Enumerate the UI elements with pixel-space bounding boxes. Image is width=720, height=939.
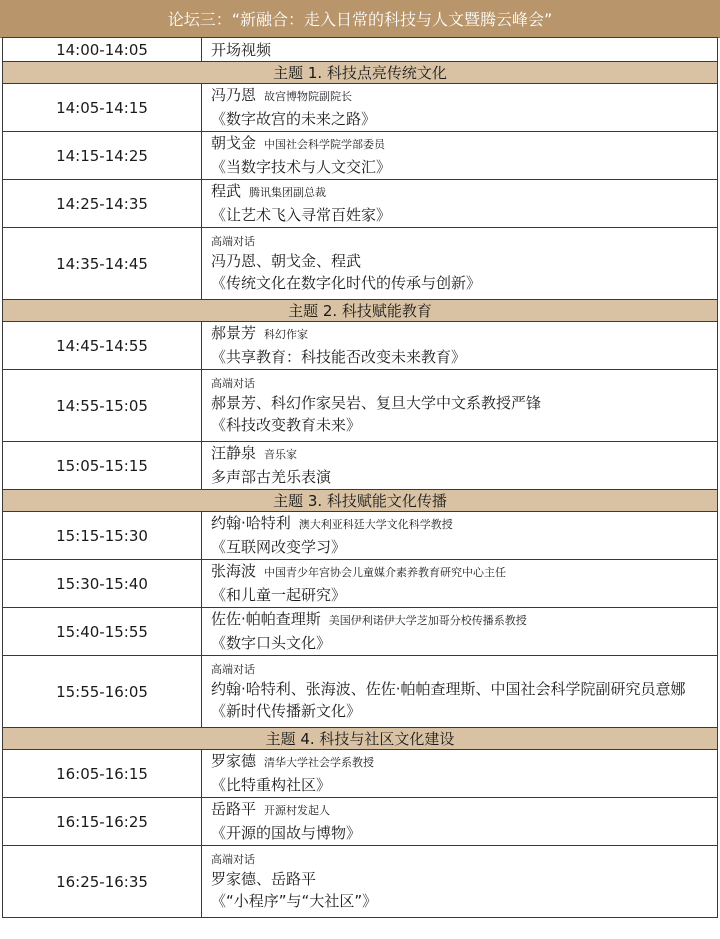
theme-header-row bbox=[3, 490, 718, 512]
talk-title: 《新时代传播新文化》 bbox=[211, 701, 362, 720]
speaker-line bbox=[211, 750, 717, 774]
schedule-body bbox=[3, 38, 718, 918]
schedule-table bbox=[2, 37, 718, 918]
talk-title: 《开源的国故与博物》 bbox=[211, 824, 362, 842]
session-lines bbox=[211, 442, 717, 489]
time-slot: 14:55-15:05 bbox=[3, 370, 202, 442]
session-detail bbox=[202, 370, 718, 442]
time-slot: 15:15-15:30 bbox=[3, 512, 202, 560]
speaker-line bbox=[211, 512, 717, 536]
talk-title: 《共享教育：科技能否改变未来教育》 bbox=[211, 348, 467, 366]
schedule-row bbox=[3, 132, 718, 180]
session-lines bbox=[211, 322, 717, 369]
time-slot: 14:35-14:45 bbox=[3, 228, 202, 300]
session-lines bbox=[211, 608, 717, 655]
speaker-role: 科幻作家 bbox=[264, 328, 309, 341]
talk-title: 《让艺术飞入寻常百姓家》 bbox=[211, 206, 392, 224]
speaker-name: 程武 bbox=[211, 182, 242, 200]
time-slot: 15:30-15:40 bbox=[3, 560, 202, 608]
session-detail bbox=[202, 180, 718, 228]
speaker-name: 开场视频 bbox=[211, 40, 272, 59]
speaker-name: 冯乃恩 bbox=[211, 86, 257, 104]
speaker-name: 朝戈金 bbox=[211, 134, 257, 152]
speaker-line bbox=[211, 798, 717, 822]
session-lines bbox=[211, 512, 717, 559]
speaker-role: 澳大利亚科廷大学文化科学教授 bbox=[298, 518, 453, 531]
time-slot: 15:55-16:05 bbox=[3, 656, 202, 728]
speaker-name: 约翰·哈特利 bbox=[211, 514, 291, 532]
speaker-role: 故宫博物院副院长 bbox=[264, 90, 353, 103]
schedule-row bbox=[3, 442, 718, 490]
schedule-row bbox=[3, 228, 718, 300]
session-lines bbox=[211, 560, 717, 607]
talk-title: 《当数字技术与人文交汇》 bbox=[211, 158, 392, 176]
speaker-line bbox=[211, 608, 717, 632]
speaker-line bbox=[211, 442, 717, 466]
speaker-line bbox=[211, 392, 717, 414]
talk-title: 《和儿童一起研究》 bbox=[211, 586, 347, 604]
speaker-name: 郝景芳、科幻作家吴岩、复旦大学中文系教授严锋 bbox=[211, 393, 542, 412]
schedule-row bbox=[3, 370, 718, 442]
speaker-name: 罗家德 bbox=[211, 752, 257, 770]
session-lines bbox=[211, 375, 717, 437]
schedule-row bbox=[3, 846, 718, 918]
speaker-role: 美国伊利诺伊大学芝加哥分校传播系教授 bbox=[328, 614, 527, 627]
time-slot: 15:40-15:55 bbox=[3, 608, 202, 656]
speaker-line bbox=[211, 678, 717, 700]
talk-title: 《数字口头文化》 bbox=[211, 634, 332, 652]
schedule-row bbox=[3, 84, 718, 132]
session-detail bbox=[202, 798, 718, 846]
session-lines bbox=[211, 84, 717, 131]
schedule-row bbox=[3, 512, 718, 560]
speaker-name: 约翰·哈特利、张海波、佐佐·帕帕查理斯、中国社会科学院副研究员意娜 bbox=[211, 679, 686, 698]
session-detail bbox=[202, 608, 718, 656]
time-slot: 14:25-14:35 bbox=[3, 180, 202, 228]
speaker-name: 佐佐·帕帕查理斯 bbox=[211, 610, 321, 628]
session-detail bbox=[202, 846, 718, 918]
schedule-row bbox=[3, 180, 718, 228]
speaker-line bbox=[211, 180, 717, 204]
theme-header-row bbox=[3, 728, 718, 750]
schedule-row bbox=[3, 656, 718, 728]
session-detail bbox=[202, 84, 718, 132]
speaker-name: 罗家德、岳路平 bbox=[211, 869, 317, 888]
speaker-name: 张海波 bbox=[211, 562, 257, 580]
time-slot: 14:05-14:15 bbox=[3, 84, 202, 132]
talk-title: 《传统文化在数字化时代的传承与创新》 bbox=[211, 273, 482, 292]
time-slot: 14:45-14:55 bbox=[3, 322, 202, 370]
theme-label: 主题 3. 科技赋能文化传播 bbox=[3, 490, 718, 512]
session-detail bbox=[202, 322, 718, 370]
speaker-line bbox=[211, 250, 717, 272]
theme-label: 主题 1. 科技点亮传统文化 bbox=[3, 62, 718, 84]
session-detail bbox=[202, 132, 718, 180]
speaker-name: 汪静泉 bbox=[211, 444, 257, 462]
speaker-role: 中国社会科学院学部委员 bbox=[264, 138, 386, 151]
time-slot: 14:15-14:25 bbox=[3, 132, 202, 180]
session-detail bbox=[202, 38, 718, 62]
session-lines bbox=[211, 180, 717, 227]
speaker-role: 腾讯集团副总裁 bbox=[249, 186, 327, 199]
talk-title: 多声部古羌乐表演 bbox=[211, 468, 332, 486]
speaker-name: 冯乃恩、朝戈金、程武 bbox=[211, 251, 362, 270]
schedule-row bbox=[3, 38, 718, 62]
session-detail bbox=[202, 750, 718, 798]
time-slot: 16:25-16:35 bbox=[3, 846, 202, 918]
dialogue-tag: 高端对话 bbox=[211, 376, 255, 390]
schedule-row bbox=[3, 750, 718, 798]
speaker-name: 岳路平 bbox=[211, 800, 257, 818]
speaker-line bbox=[211, 132, 717, 156]
speaker-role: 中国青少年宫协会儿童媒介素养教育研究中心主任 bbox=[264, 566, 507, 579]
speaker-role: 清华大学社会学系教授 bbox=[264, 756, 375, 769]
speaker-line bbox=[211, 868, 717, 890]
session-detail bbox=[202, 228, 718, 300]
schedule-row bbox=[3, 322, 718, 370]
time-slot: 15:05-15:15 bbox=[3, 442, 202, 490]
theme-label: 主题 2. 科技赋能教育 bbox=[3, 300, 718, 322]
schedule-row bbox=[3, 798, 718, 846]
talk-title: 《科技改变教育未来》 bbox=[211, 415, 362, 434]
time-slot: 16:15-16:25 bbox=[3, 798, 202, 846]
session-lines bbox=[211, 132, 717, 179]
session-lines bbox=[211, 661, 717, 723]
speaker-role: 音乐家 bbox=[264, 448, 298, 461]
session-lines bbox=[211, 39, 717, 61]
talk-title: 《“小程序”与“大社区”》 bbox=[211, 891, 378, 910]
dialogue-tag: 高端对话 bbox=[211, 234, 255, 248]
theme-header-row bbox=[3, 300, 718, 322]
schedule-row bbox=[3, 560, 718, 608]
speaker-name: 郝景芳 bbox=[211, 324, 257, 342]
session-detail bbox=[202, 442, 718, 490]
session-lines bbox=[211, 233, 717, 295]
session-detail bbox=[202, 512, 718, 560]
talk-title: 《比特重构社区》 bbox=[211, 776, 332, 794]
dialogue-tag: 高端对话 bbox=[211, 662, 255, 676]
speaker-line bbox=[211, 560, 717, 584]
session-lines bbox=[211, 750, 717, 797]
speaker-line bbox=[211, 84, 717, 108]
dialogue-tag: 高端对话 bbox=[211, 852, 255, 866]
theme-label: 主题 4. 科技与社区文化建设 bbox=[3, 728, 718, 750]
talk-title: 《数字故宫的未来之路》 bbox=[211, 110, 377, 128]
speaker-line bbox=[211, 39, 717, 61]
talk-title: 《互联网改变学习》 bbox=[211, 538, 347, 556]
forum-title: 论坛三：“新融合：走入日常的科技与人文暨腾云峰会” bbox=[0, 0, 720, 38]
time-slot: 14:00-14:05 bbox=[3, 38, 202, 62]
session-lines bbox=[211, 851, 717, 913]
session-detail bbox=[202, 560, 718, 608]
speaker-role: 开源村发起人 bbox=[264, 804, 331, 817]
session-lines bbox=[211, 798, 717, 845]
theme-header-row bbox=[3, 62, 718, 84]
speaker-line bbox=[211, 322, 717, 346]
time-slot: 16:05-16:15 bbox=[3, 750, 202, 798]
schedule-row bbox=[3, 608, 718, 656]
session-detail bbox=[202, 656, 718, 728]
